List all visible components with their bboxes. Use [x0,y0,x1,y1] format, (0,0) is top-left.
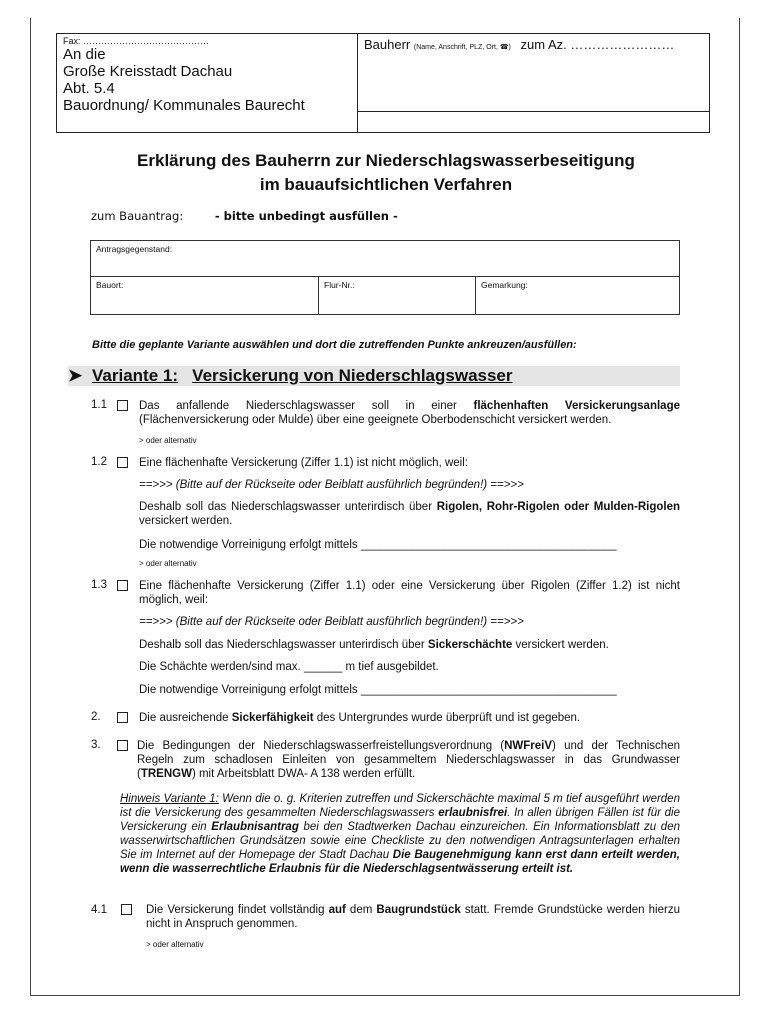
item-number: 1.2 [91,456,107,468]
address-line: Große Kreisstadt Dachau [63,63,233,80]
document-title [56,149,716,197]
address-line: Bauordnung/ Kommunales Baurecht [63,97,305,114]
checkbox-4-1[interactable] [121,904,132,915]
project-info-table [90,240,680,315]
bauantrag-hint: - bitte unbedingt ausfüllen - [214,209,398,223]
bauantrag-label: zum Bauantrag: [91,209,184,223]
variant-name: Versickerung von Niederschlagswasser [192,366,513,385]
checkbox-1-3[interactable] [117,580,128,591]
bauherr-extra-field[interactable] [358,112,709,132]
gemarkung-field[interactable]: Gemarkung: [476,277,680,315]
recipient-address-box [56,33,358,133]
item-3-text: Die Bedingungen der Niederschlagswasserfreistellungsverordnung (NWFreiV) und der Technischen Regeln zum schadlosen Einleiten von gesammeltem Niederschlagswasser in das Grundwasser (TRENGW) mit Arbeitsblatt DWA- A 138 werden erfüllt. [137,740,680,780]
address-line: An die [63,46,106,63]
antragsgegenstand-field[interactable]: Antragsgegenstand: [91,241,680,277]
bauherr-field[interactable] [358,34,709,112]
item-number: 2. [91,711,101,723]
bauherr-label: Bauherr [364,37,411,52]
schacht-depth-field[interactable]: Die Schächte werden/sind max. ______ m tief ausgebildet. [139,661,439,673]
justification-note: ==>>> (Bitte auf der Rückseite oder Beiblatt ausführlich begründen!) ==>>> [139,616,524,628]
item-1-3-detail: Deshalb soll das Niederschlagswasser unterirdisch über Sickerschächte versickert werden. [139,639,609,651]
az-label: zum Az. …………………… [520,37,675,52]
checkbox-1-1[interactable] [117,400,128,411]
alternative-note: > oder alternativ [139,436,197,445]
item-4-1-text: Die Versickerung findet vollständig auf dem Baugrundstück statt. Fremde Grundstücke werden hierzu nicht in Anspruch genommen. [146,904,680,930]
title-line-1: Erklärung des Bauherrn zur Niederschlagswasserbeseitigung [137,151,635,170]
bauort-field[interactable]: Bauort: [91,277,319,315]
flur-field[interactable]: Flur-Nr.: [319,277,476,315]
arrow-icon: ➤ [68,366,83,385]
item-1-2-text: Eine flächenhafte Versickerung (Ziffer 1.1) ist nicht möglich, weil: [139,457,468,469]
checkbox-2[interactable] [117,712,128,723]
item-number: 3. [91,739,101,751]
bauherr-box [358,33,710,133]
item-1-1-text: Das anfallende Niederschlagswasser soll in einer flächenhaften Versickerungsanlage (Flächenversickerung oder Mulde) über eine geeignete Oberbodenschicht versickert werden. [139,400,680,426]
fax-line: Fax: …………………………………… [63,36,210,46]
vorreinigung-field[interactable]: Die notwendige Vorreinigung erfolgt mittels ________________________________________ [139,684,617,696]
alternative-note: > oder alternativ [139,559,197,568]
alternative-note: > oder alternativ [146,940,204,949]
item-1-3-text: Eine flächenhafte Versickerung (Ziffer 1.1) oder eine Versickerung über Rigolen (Ziffer 1.2) ist nicht möglich, weil: [139,580,680,606]
checkbox-1-2[interactable] [117,457,128,468]
item-1-2-detail: Deshalb soll das Niederschlagswasser unterirdisch über Rigolen, Rohr-Rigolen oder Mulden-Rigolen versickert werden. [139,501,680,527]
bauherr-hint: (Name, Anschrift, PLZ, Ort, ☎) [413,44,511,51]
hinweis-variante-1: Hinweis Variante 1: Wenn die o. g. Kriterien zutreffen und Sickerschächte maximal 5 m tief ausgeführt werden ist die Versickerung des gesammelten Niederschlagswassers erlaubnisfrei. In allen übrigen Fällen ist für die Versickerung ein Erlaubnisantrag bei den Stadtwerken Dachau einzureichen. Ein Informationsblatt zu den wasserwirtschaftlichen Grundsätzen sowie eine Checkliste zu den notwendigen Antragsunterlagen erhalten Sie im Internet auf der Homepage der Stadt Dachau Die Baugenehmigung kann erst dann erteilt werden, wenn die wasserrechtliche Erlaubnis für die Niederschlagsentwässerung erteilt ist. [120,793,680,875]
address-line: Abt. 5.4 [63,80,115,97]
instruction-text: Bitte die geplante Variante auswählen und dort die zutreffenden Punkte ankreuzen/ausfüllen: [92,339,577,351]
item-2-text: Die ausreichende Sickerfähigkeit des Untergrundes wurde überprüft und ist gegeben. [139,712,581,724]
variant-label: Variante 1: [92,366,178,385]
item-number: 1.3 [91,579,107,591]
vorreinigung-field[interactable]: Die notwendige Vorreinigung erfolgt mittels ________________________________________ [139,539,617,551]
checkbox-3[interactable] [117,740,128,751]
item-number: 1.1 [91,399,107,411]
title-line-2: im bauaufsichtlichen Verfahren [259,175,513,194]
item-number: 4.1 [91,904,107,916]
variant-heading [68,366,680,386]
justification-note: ==>>> (Bitte auf der Rückseite oder Beiblatt ausführlich begründen!) ==>>> [139,479,524,491]
bauantrag-row [91,209,398,223]
